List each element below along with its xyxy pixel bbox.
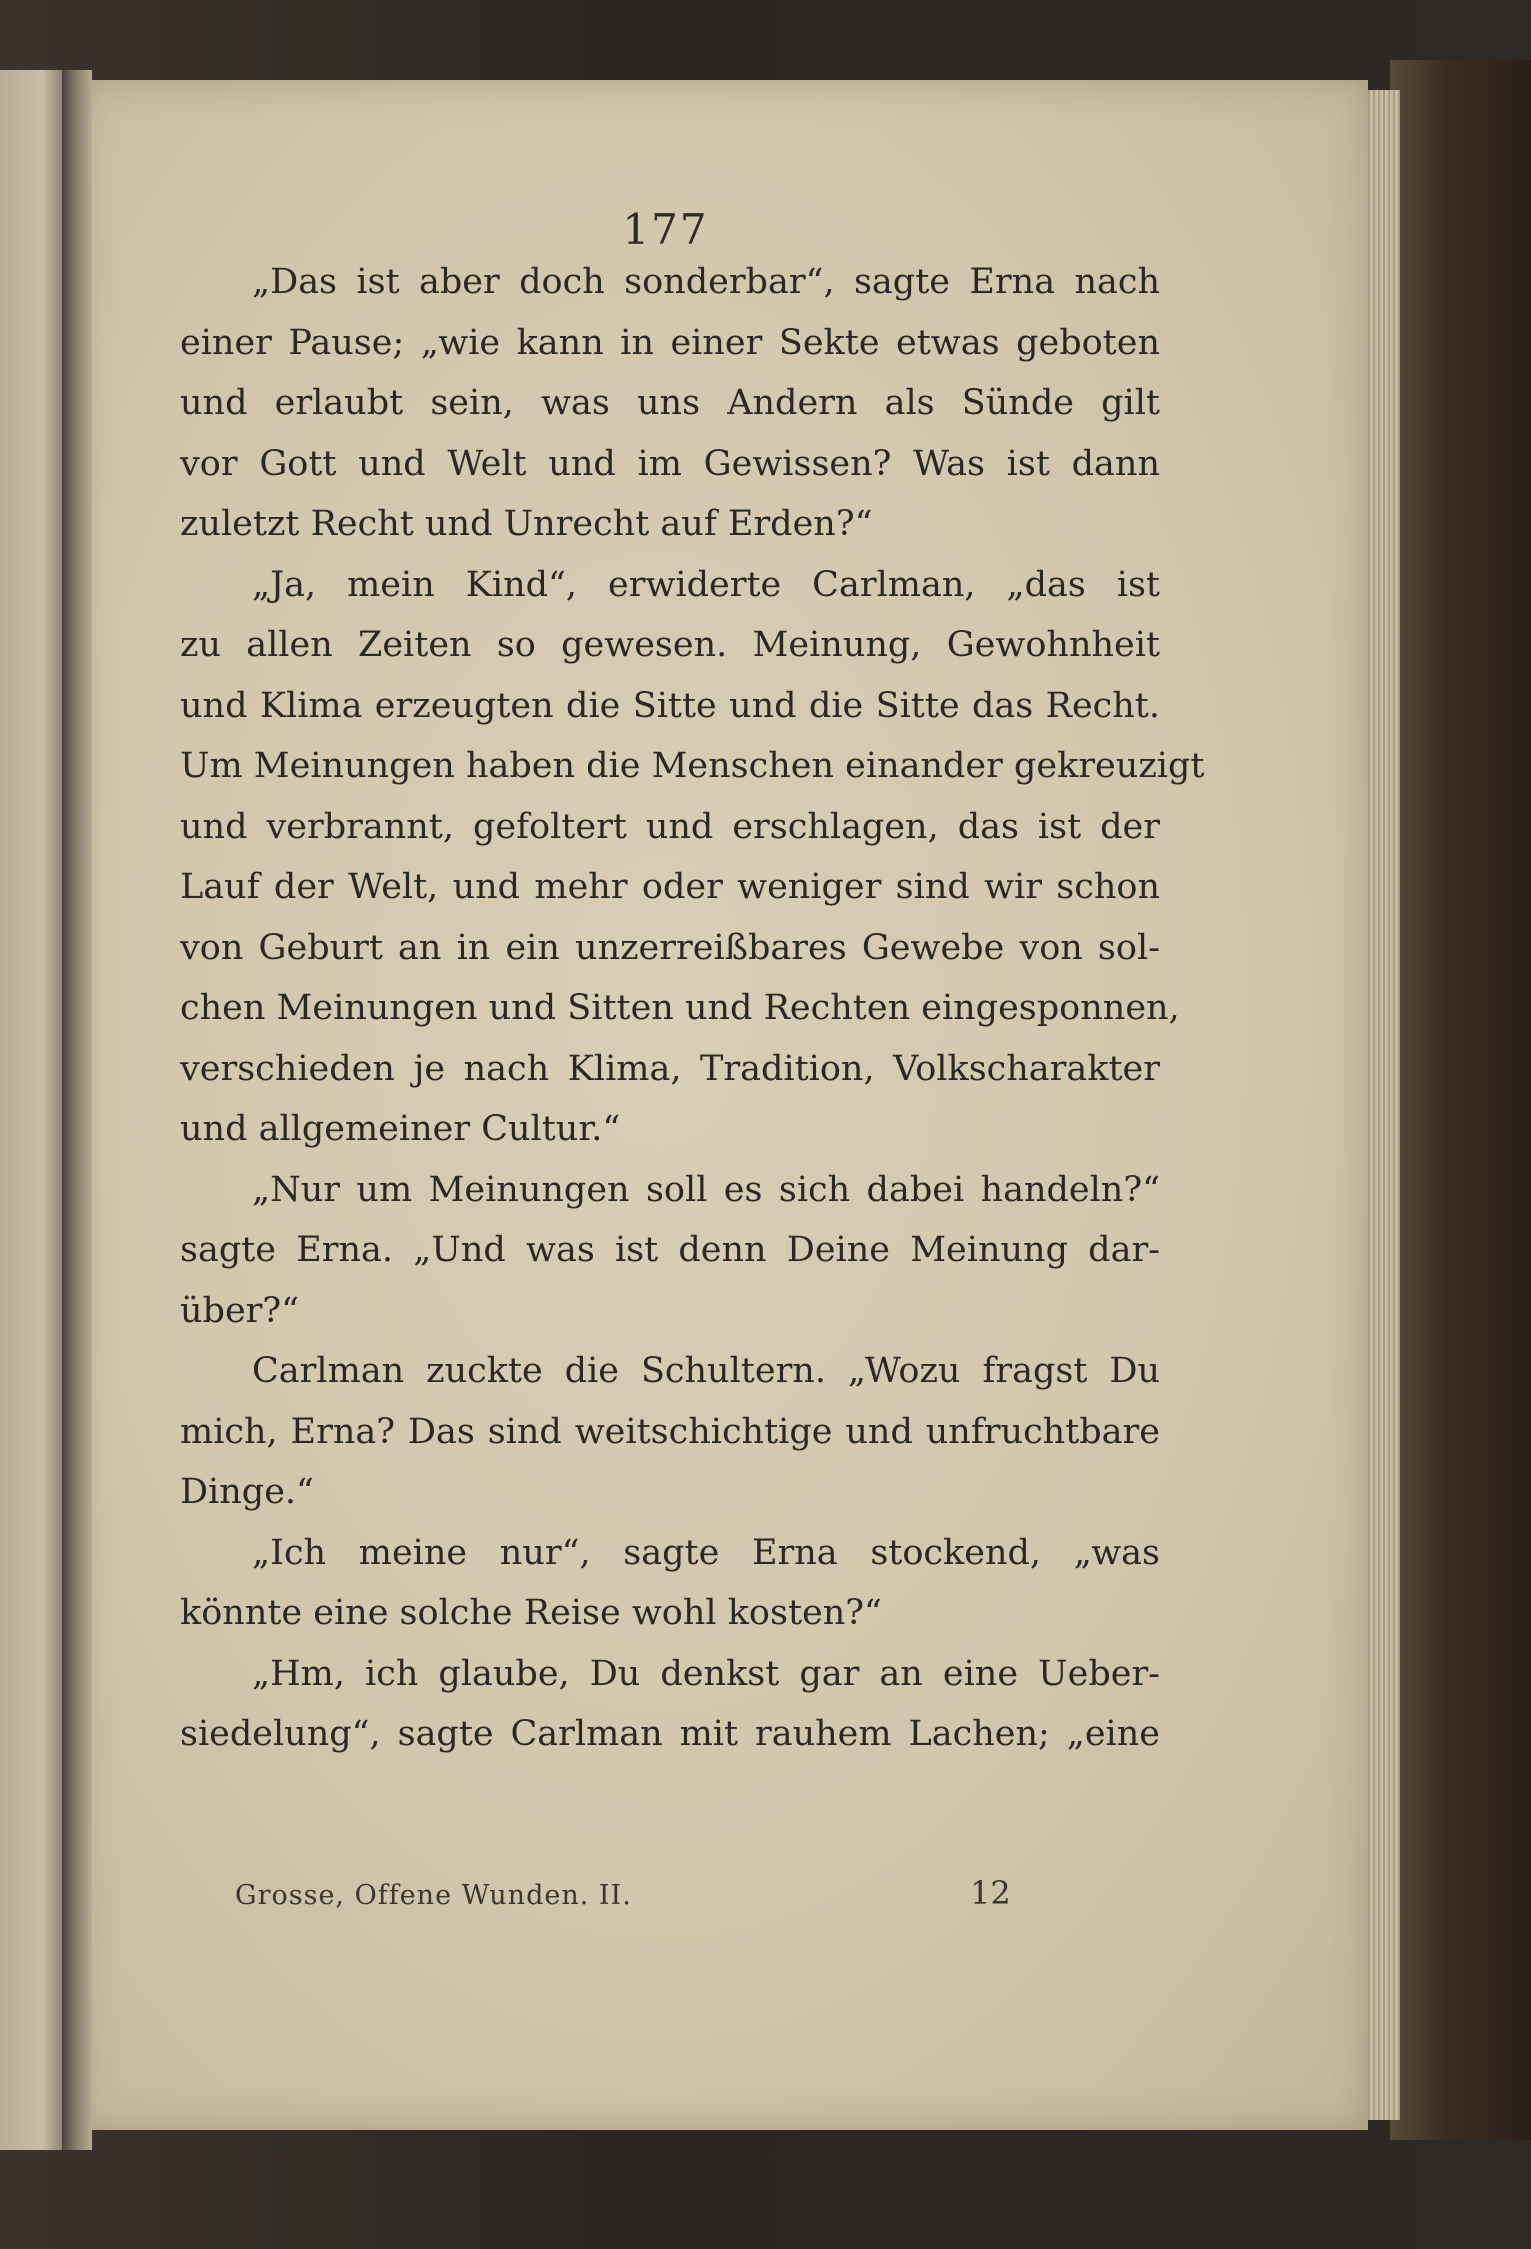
- text-line: sagte Erna. „Und was ist denn Deine Meinung dar-: [180, 1230, 1160, 1270]
- facing-page-edge: [0, 70, 70, 2150]
- footer-sheet-number: 12: [970, 1874, 1011, 1912]
- text-line: „Nur um Meinungen soll es sich dabei handeln?“: [252, 1169, 1160, 1210]
- body-text: [180, 252, 1205, 1765]
- text-line: über?“: [180, 1290, 300, 1331]
- text-line: Dinge.“: [180, 1472, 314, 1512]
- text-line: verschieden je nach Klima, Tradition, Volkscharakter: [180, 1048, 1160, 1089]
- text-line: „Das ist aber doch sonderbar“, sagte Erna nach: [252, 262, 1160, 302]
- text-line: „Hm, ich glaube, Du denkst gar an eine Ueber-: [252, 1653, 1160, 1694]
- text-line: und verbrannt, gefoltert und erschlagen, das ist der: [180, 806, 1160, 847]
- text-line: „Ja, mein Kind“, erwiderte Carlman, „das ist: [252, 564, 1160, 605]
- text-line: zu allen Zeiten so gewesen. Meinung, Gewohnheit: [180, 625, 1160, 665]
- text-line: einer Pause; „wie kann in einer Sekte etwas geboten: [180, 322, 1160, 363]
- page-number: 177: [622, 205, 709, 254]
- text-line: Carlman zuckte die Schultern. „Wozu fragst Du: [252, 1351, 1160, 1391]
- book-cover-edge: [1390, 60, 1531, 2140]
- text-line: siedelung“, sagte Carlman mit rauhem Lachen; „eine: [180, 1714, 1160, 1754]
- text-line: vor Gott und Welt und im Gewissen? Was ist dann: [180, 443, 1160, 484]
- text-line: chen Meinungen und Sitten und Rechten eingesponnen,: [180, 988, 1180, 1028]
- text-line: „Ich meine nur“, sagte Erna stockend, „was: [252, 1532, 1160, 1573]
- text-line: und allgemeiner Cultur.“: [180, 1109, 621, 1149]
- text-line: Um Meinungen haben die Menschen einander gekreuzigt: [180, 746, 1205, 786]
- text-line: von Geburt an in ein unzerreißbares Gewebe von sol-: [180, 927, 1160, 968]
- text-line: und erlaubt sein, was uns Andern als Sünde gilt: [180, 383, 1160, 423]
- page-footer: [235, 1874, 1015, 1930]
- text-line: Lauf der Welt, und mehr oder weniger sind wir schon: [180, 867, 1160, 907]
- footer-signature: Grosse, Offene Wunden. II.: [235, 1880, 632, 1911]
- book-gutter: [62, 70, 92, 2150]
- text-line: mich, Erna? Das sind weitschichtige und unfruchtbare: [180, 1411, 1160, 1452]
- text-line: könnte eine solche Reise wohl kosten?“: [180, 1593, 882, 1633]
- text-line: zuletzt Recht und Unrecht auf Erden?“: [180, 504, 873, 544]
- text-line: und Klima erzeugten die Sitte und die Sitte das Recht.: [180, 685, 1160, 726]
